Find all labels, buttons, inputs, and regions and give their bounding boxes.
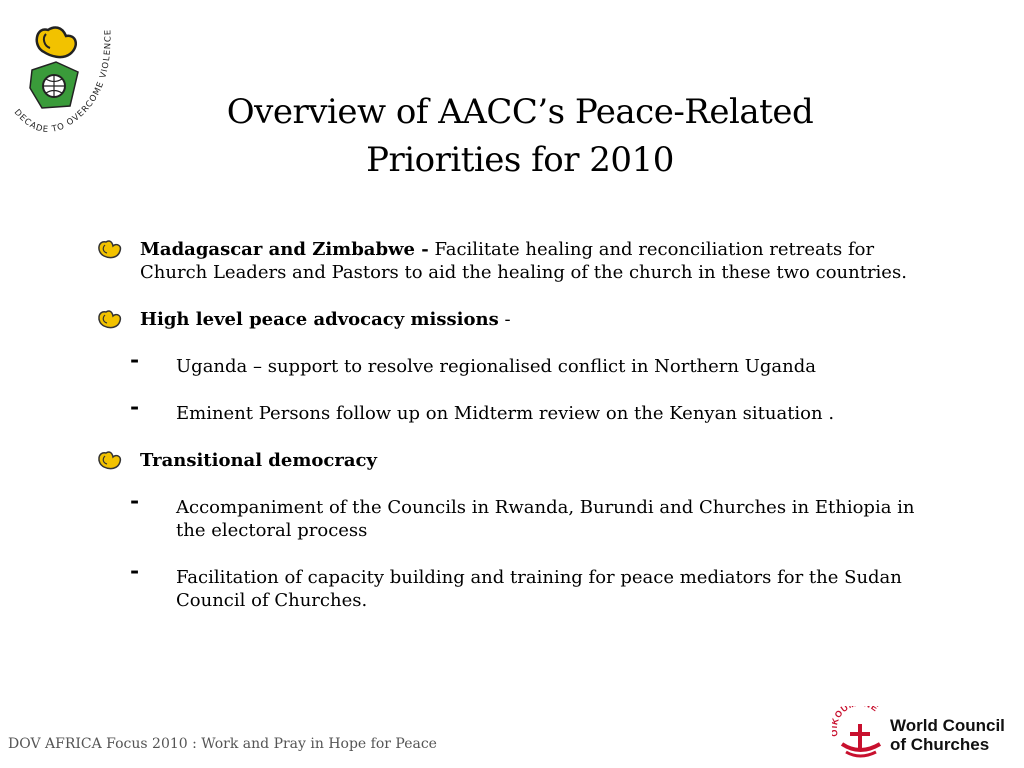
hand-bullet-icon bbox=[94, 238, 124, 262]
hand-bullet-icon bbox=[94, 449, 124, 473]
slide-title bbox=[150, 88, 890, 184]
dash-marker: - bbox=[130, 558, 140, 584]
sub-item-text: Uganda – support to resolve regionalised conflict in Northern Uganda bbox=[176, 356, 816, 377]
title-line-1: Overview of AACC’s Peace-Related bbox=[226, 92, 814, 132]
sub-item-text: Facilitation of capacity building and training for peace mediators for the Sudan Council of Churches. bbox=[176, 567, 902, 611]
slide-footer: DOV AFRICA Focus 2010 : Work and Pray in Hope for Peace bbox=[8, 736, 437, 752]
bullet-text: Facilitate healing and reconciliation retreats for Church Leaders and Pastors to aid the healing of the church in these two countries. bbox=[140, 239, 907, 283]
wcc-name-line-1: World Council bbox=[890, 716, 1005, 735]
sub-item-text: Eminent Persons follow up on Midterm review on the Kenyan situation . bbox=[176, 403, 835, 424]
slide-content bbox=[94, 238, 924, 612]
dov-logo bbox=[6, 12, 118, 132]
sub-item bbox=[94, 558, 924, 612]
dash-marker: - bbox=[130, 347, 140, 373]
wcc-name-line-2: of Churches bbox=[890, 735, 990, 754]
bullet-item bbox=[94, 238, 924, 284]
sub-item bbox=[94, 347, 924, 378]
dash-marker: - bbox=[130, 394, 140, 420]
title-line-2: Priorities for 2010 bbox=[366, 140, 674, 180]
wcc-name bbox=[890, 716, 1005, 754]
bullet-lead: Madagascar and Zimbabwe - bbox=[140, 239, 429, 260]
bullet-lead: High level peace advocacy missions bbox=[140, 309, 499, 330]
oikoumene-ship-icon bbox=[832, 706, 892, 762]
dov-circle-text: DECADE TO OVERCOME VIOLENCE bbox=[11, 28, 114, 132]
dov-hands-globe-icon bbox=[30, 28, 78, 108]
sub-item-text: Accompaniment of the Councils in Rwanda, Burundi and Churches in Ethiopia in the electoral process bbox=[176, 497, 915, 541]
hand-bullet-icon bbox=[94, 308, 124, 332]
dash-marker: - bbox=[130, 488, 140, 514]
sub-item bbox=[94, 394, 924, 425]
bullet-lead: Transitional democracy bbox=[140, 450, 377, 471]
sub-item bbox=[94, 488, 924, 542]
bullet-item bbox=[94, 308, 924, 331]
wcc-arc-text: OU E bbox=[832, 706, 881, 720]
wcc-logo bbox=[832, 706, 1017, 762]
bullet-item bbox=[94, 449, 924, 472]
bullet-text: - bbox=[498, 309, 511, 330]
